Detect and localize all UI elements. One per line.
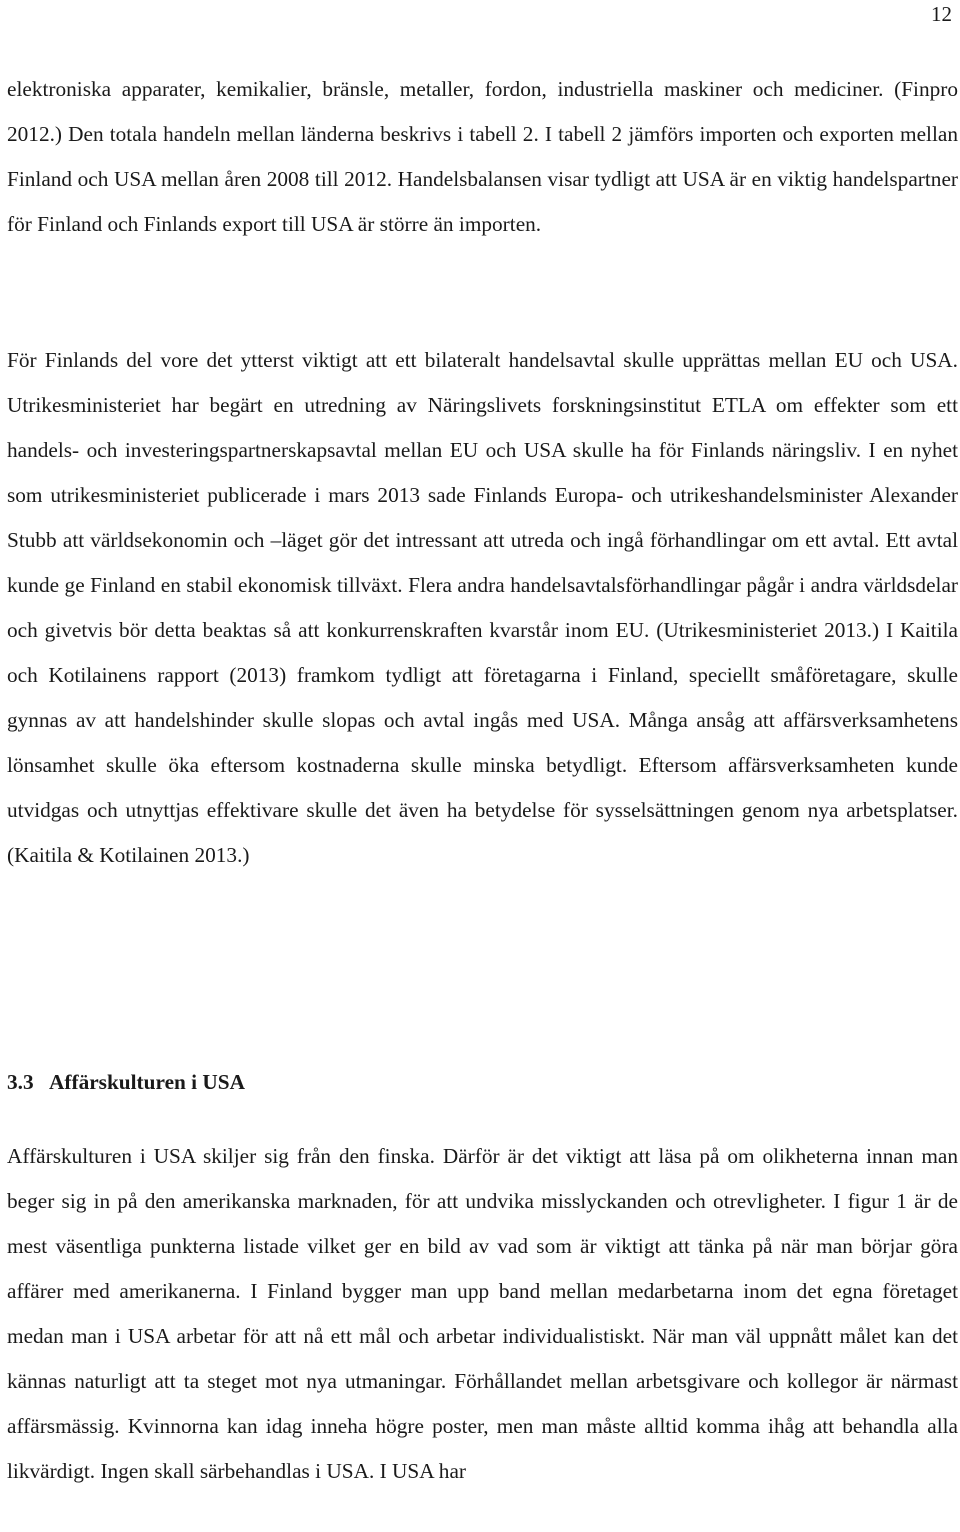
- section-number: 3.3: [7, 1070, 34, 1094]
- body-paragraph-3: Affärskulturen i USA skiljer sig från den finska. Därför är det viktigt att läsa på om olikheterna innan man beger sig in på den amerikanska marknaden, för att undvika misslyckanden och otrevligheter. I figur 1 är de mest väsentliga punkterna listade vilket ger en bild av vad som är viktigt att tänka på när man börjar göra affärer med amerikanerna. I Finland bygger man upp band mellan medarbetarna inom det egna företaget medan man i USA arbetar för att nå ett mål och arbetar individualistiskt. När man väl uppnått målet kan det kännas naturligt att ta steget mot nya utmaningar. Förhållandet mellan arbetsgivare och kollegor är närmast affärsmässig. Kvinnorna kan idag inneha högre poster, men man måste alltid komma ihåg att behandla alla likvärdigt. Ingen skall särbehandlas i USA. I USA har: [7, 1144, 958, 1483]
- section-title: Affärskulturen i USA: [49, 1070, 246, 1094]
- section-heading: [7, 1064, 245, 1100]
- body-paragraph-1: elektroniska apparater, kemikalier, bränsle, metaller, fordon, industriella maskiner och mediciner. (Finpro 2012.) Den totala handeln mellan länderna beskrivs i tabell 2. I tabell 2 jämförs importen och exporten mellan Finland och USA mellan åren 2008 till 2012. Handelsbalansen visar tydligt att USA är en viktig handelspartner för Finland och Finlands export till USA är större än importen.: [7, 77, 958, 236]
- page-number: 12: [931, 2, 952, 26]
- body-paragraph-2: För Finlands del vore det ytterst viktigt att ett bilateralt handelsavtal skulle upprättas mellan EU och USA. Utrikesministeriet har begärt en utredning av Näringslivets forskningsinstitut ETLA om effekter som ett handels- och investeringspartnerskapsavtal mellan EU och USA skulle ha för Finlands näringsliv. I en nyhet som utrikesministeriet publicerade i mars 2013 sade Finlands Europa- och utrikeshandelsminister Alexander Stubb att världsekonomin och –läget gör det intressant att utreda och ingå förhandlingar om ett avtal. Ett avtal kunde ge Finland en stabil ekonomisk tillväxt. Flera andra handelsavtalsförhandlingar pågår i andra världsdelar och givetvis bör detta beaktas så att konkurrenskraften kvarstår inom EU. (Utrikesministeriet 2013.) I Kaitila och Kotilainens rapport (2013) framkom tydligt att företagarna i Finland, speciellt småföretagare, skulle gynnas av att handelshinder skulle slopas och avtal ingås med USA. Många ansåg att affärsverksamhetens lönsamhet skulle öka eftersom kostnaderna skulle minska betydligt. Eftersom affärsverksamheten kunde utvidgas och utnyttjas effektivare skulle det även ha betydelse för sysselsättningen genom nya arbetsplatser. (Kaitila & Kotilainen 2013.): [7, 348, 958, 867]
